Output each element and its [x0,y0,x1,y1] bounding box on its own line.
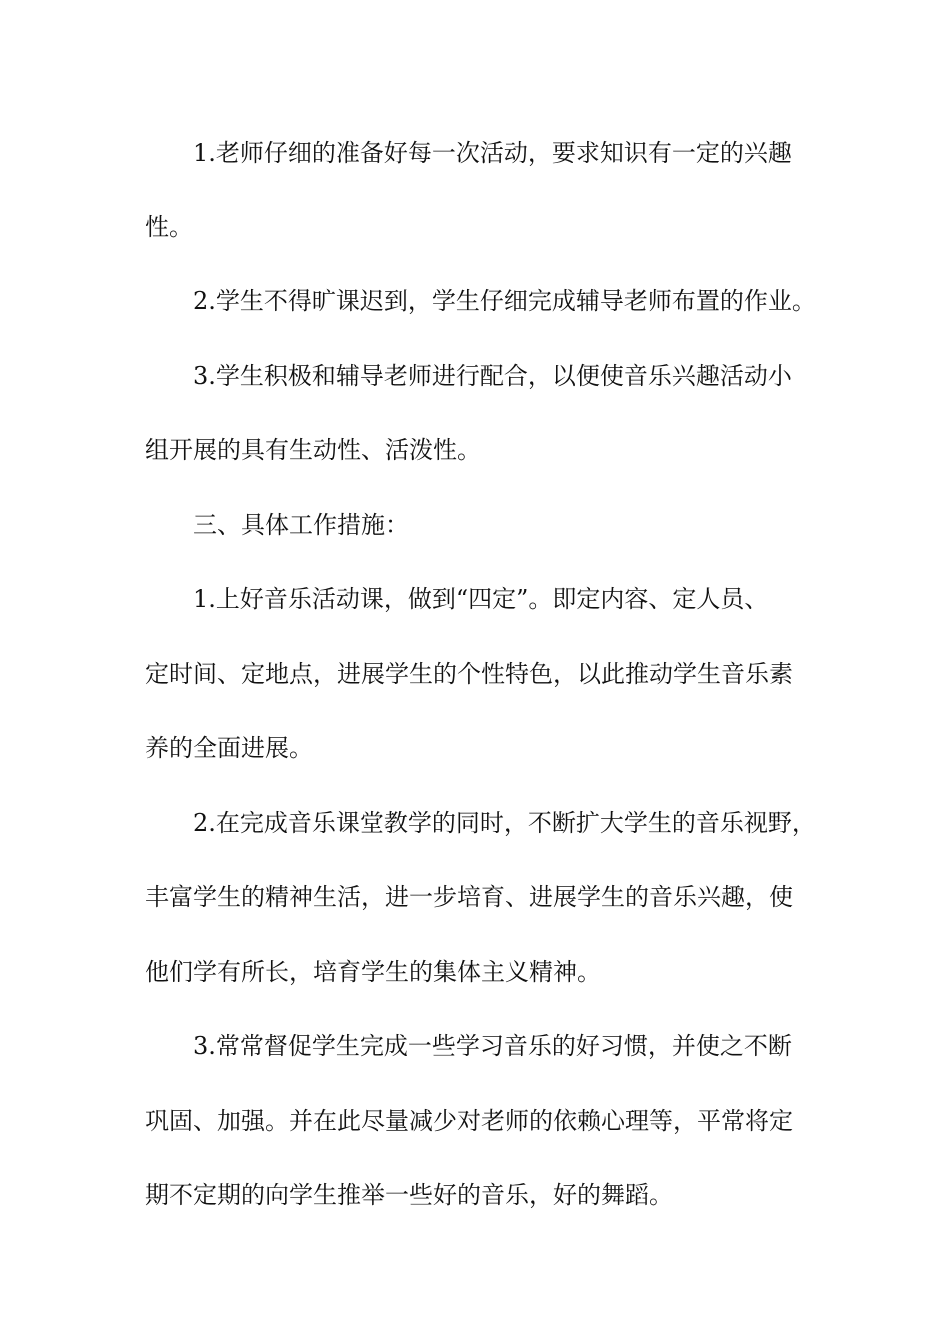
paragraph-2-line-1: 2.学生不得旷课迟到，学生仔细完成辅导老师布置的作业。 [193,287,816,315]
paragraph-5-line-3: 他们学有所长，培育学生的集体主义精神。 [145,958,601,986]
paragraph-3-line-1: 3.学生积极和辅导老师进行配合，以便使音乐兴趣活动小 [193,362,792,390]
paragraph-6-line-1: 3.常常督促学生完成一些学习音乐的好习惯，并使之不断 [193,1032,792,1060]
paragraph-5-line-2: 丰富学生的精神生活，进一步培育、进展学生的音乐兴趣，使 [145,883,793,911]
paragraph-5-line-1: 2.在完成音乐课堂教学的同时，不断扩大学生的音乐视野， [193,809,816,837]
paragraph-4-line-1: 1.上好音乐活动课，做到“四定”。即定内容、定人员、 [193,585,769,613]
paragraph-6-line-3: 期不定期的向学生推举一些好的音乐，好的舞蹈。 [145,1181,673,1209]
paragraph-4-line-2: 定时间、定地点，进展学生的个性特色，以此推动学生音乐素 [145,660,793,688]
paragraph-1-line-1: 1.老师仔细的准备好每一次活动，要求知识有一定的兴趣 [193,139,792,167]
paragraph-3-line-2: 组开展的具有生动性、活泼性。 [145,436,481,464]
paragraph-4-line-3: 养的全面进展。 [145,734,313,762]
section-heading: 三、具体工作措施： [193,511,409,539]
paragraph-6-line-2: 巩固、加强。并在此尽量减少对老师的依赖心理等，平常将定 [145,1107,793,1135]
paragraph-1-line-2: 性。 [145,213,193,241]
